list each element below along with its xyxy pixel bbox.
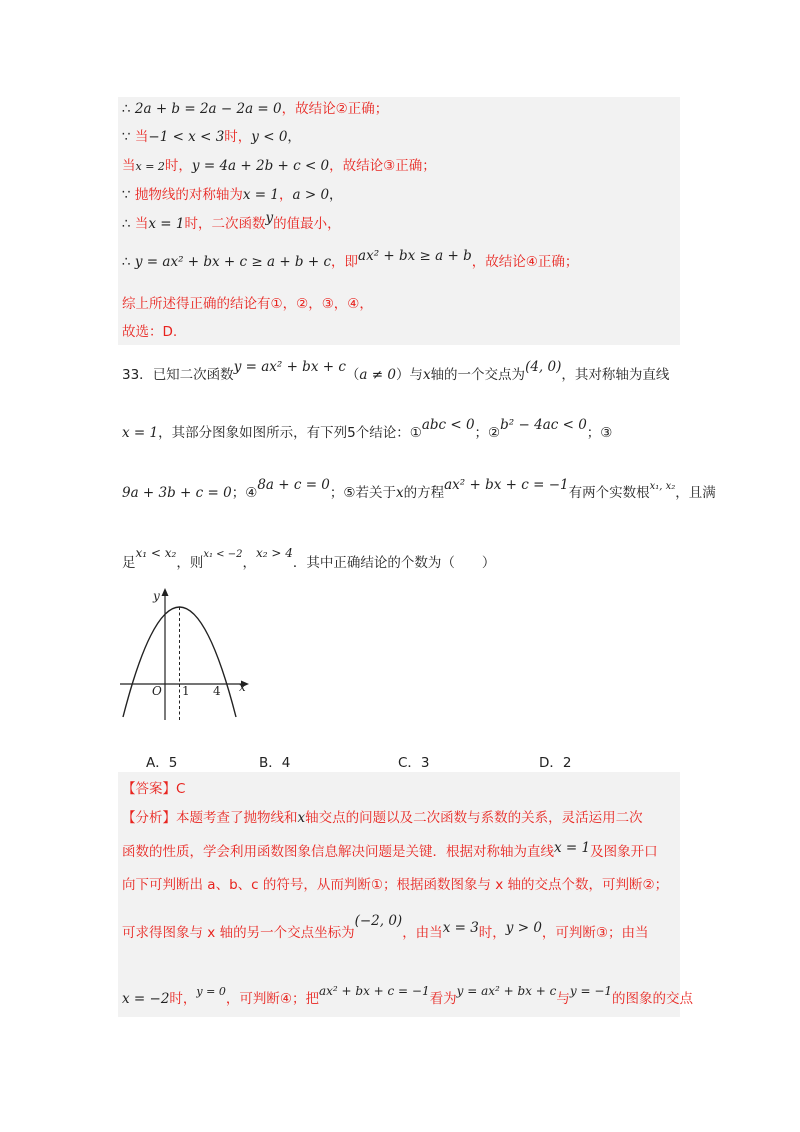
tick-label-4: 4: [213, 684, 221, 698]
question-line-1: 33．已知二次函数y = ax² + bx + c（a ≠ 0）与x轴的一个交点为(4, 0)，其对称轴为直线: [122, 359, 670, 383]
analysis-line-5: x = −2时，$^{y = 0}$，可判断④；把ax² + bx + c = −1看为y = ax² + bx + c与y = −1的图象的交点: [122, 984, 694, 1007]
analysis-line-2: 函数的性质，学会利用函数图象信息解决问题是关键．根据对称轴为直线x = 1及图象开口: [122, 840, 658, 860]
tick-label-1: 1: [182, 684, 190, 698]
solution-line-4: ∵ 抛物线的对称轴为x = 1，a > 0，: [122, 187, 343, 203]
solution-choice: 故选：D.: [122, 324, 178, 340]
y-axis-label: y: [153, 589, 160, 603]
option-b: B．4: [259, 755, 291, 771]
question-line-4: 足x₁ < x₂，则$^{x_1 < -2}$，x₂ > 4．其中正确结论的个数为（ ）: [122, 546, 496, 571]
origin-label: O: [152, 684, 162, 698]
analysis-line-4: 可求得图象与 x 轴的另一个交点坐标为(−2, 0)，由当x = 3时，y > 0，可判断③；由当: [122, 913, 649, 941]
solution-line-2: ∵ 当−1 < x < 3时，y < 0，: [122, 129, 301, 145]
question-line-2: x = 1，其部分图象如图所示，有下列5个结论：①abc < 0；②b² − 4ac < 0；③: [122, 417, 613, 441]
solution-line-5: ∴ 当x = 1时，二次函数y的值最小，: [122, 210, 341, 232]
analysis-line-1: 【分析】本题考查了抛物线和x轴交点的问题以及二次函数与系数的关系，灵活运用二次: [122, 810, 643, 826]
analysis-line-3: 向下可判断出 a、b、c 的符号，从而判断①；根据函数图象与 x 轴的交点个数，可判断②；: [122, 877, 669, 893]
option-a: A．5: [146, 755, 178, 771]
solution-summary: 综上所述得正确的结论有①，②，③，④，: [122, 296, 373, 312]
x-axis-label: x: [239, 680, 246, 694]
question-line-3: 9a + 3b + c = 0；④8a + c = 0；⑤若关于x的方程ax² + bx + c = −1有两个实数根$^{x_1, x_2}$，且满: [122, 477, 716, 501]
answer-line: 【答案】C: [122, 781, 186, 797]
solution-line-1: ∴ 2a + b = 2a − 2a = 0，故结论②正确；: [122, 101, 389, 117]
y-axis-arrow: [162, 588, 169, 596]
parabola-graph: [115, 585, 255, 725]
option-d: D．2: [539, 755, 572, 771]
solution-line-3: 当x = 2时，y = 4a + 2b + c < 0，故结论③正确；: [122, 158, 436, 174]
option-c: C．3: [398, 755, 430, 771]
solution-line-6: ∴ y = ax² + bx + c ≥ a + b + c，即ax² + bx ≥ a + b，故结论④正确；: [122, 248, 579, 270]
